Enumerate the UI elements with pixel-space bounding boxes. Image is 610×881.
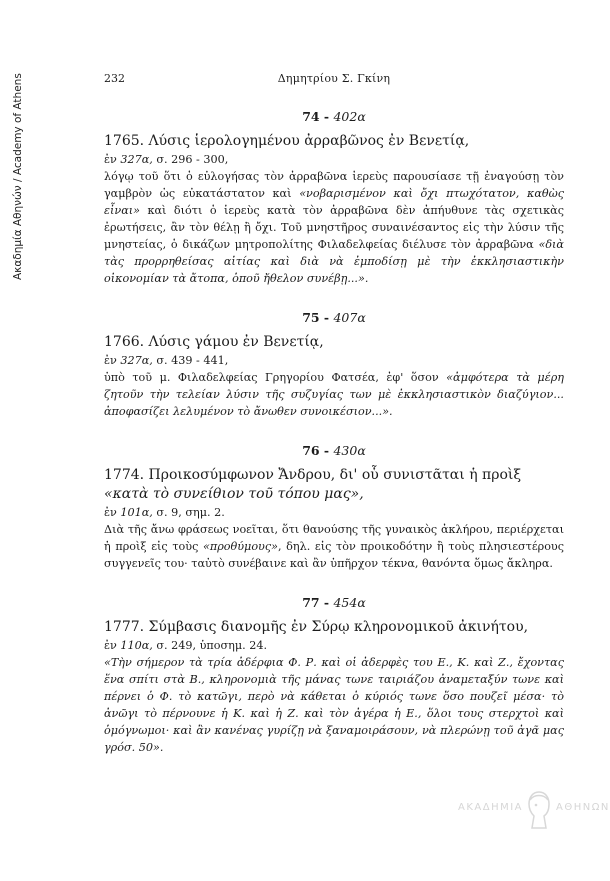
- entry-title: 1777. Σύμβασις διανομῆς ἐν Σύρῳ κληρονομικοῦ ἀκινήτου,: [104, 619, 529, 635]
- entry-1766: [104, 309, 564, 420]
- entry-1765: [104, 108, 564, 287]
- running-title: Δημητρίου Σ. Γκίνη: [277, 72, 391, 85]
- watermark-text-left: ΑΚΑΔΗΜΙΑ: [458, 802, 524, 813]
- entry-title: 1765. Λύσις ἱερολογημένου ἀρραβῶνος ἐν Βενετίᾳ,: [104, 133, 470, 149]
- athena-head-icon: [524, 788, 554, 832]
- section-heading: 77 - 454α: [302, 595, 366, 610]
- entry-reference: ἐν 327α, σ. 439 - 441,: [104, 354, 229, 367]
- entry-title: 1774. Προικοσύμφωνον Ἄνδρου, δι' οὗ συνιστᾶται ἡ προὶξ «κατὰ τὸ συνείθιον τοῦ τόπου μας»,: [104, 467, 522, 502]
- section-heading: 74 - 402α: [302, 109, 366, 124]
- academy-watermark: [458, 788, 610, 838]
- section-heading: 75 - 407α: [302, 310, 366, 325]
- entry-reference: ἐν 110α, σ. 249, ὑποσημ. 24.: [104, 639, 268, 652]
- entry-reference: ἐν 327α, σ. 296 - 300,: [104, 153, 229, 166]
- watermark-text-right: ΑΘΗΝΩΝ: [556, 802, 610, 813]
- entry-body: ὑπὸ τοῦ μ. Φιλαδελφείας Γρηγορίου Φατσέα, ἐφ' ὅσον «ἀμφότερα τὰ μέρη ζητοῦν τὴν τελείαν λύσιν τῆς συζυγίας των μὲ ἐκκλησιαστικὸν διαζύγιον... ἀποφασίζει λελυμένον τὸ ἄνωθεν συνοικέσιον...».: [104, 371, 564, 418]
- section-heading: 76 - 430α: [302, 443, 366, 458]
- document-page: [104, 70, 564, 778]
- entry-body: Διὰ τῆς ἄνω φράσεως νοεῖται, ὅτι θανούσης τῆς γυναικὸς ἀκλήρου, περιέρχεται ἡ προὶξ εἰς τοὺς «προθύμους», δηλ. εἰς τὸν προικοδότην ἢ τοὺς πλησιεστέρους συγγενεῖς του· ταὐτὸ συνέβαινε καὶ ἂν ὑπῆρχον τέκνα, θανόντα ὅμως ἄκληρα.: [104, 523, 564, 570]
- entry-body: «Τὴν σήμερον τὰ τρία ἀδέρφια Φ. Ρ. καὶ οἱ ἀδερφὲς του Ε., Κ. καὶ Ζ., ἔχοντας ἕνα σπίτι στὰ Β., κληρονομιὰ τῆς μάνας τωνε ταιριάζου ἀναμεταξύν τωνε καὶ πέρνει ὁ Φ. τὸ κατῶγι, περὸ νὰ κάθεται ὁ κύριός τωνε ὅσο πουζεῖ μέσα· τὸ ἀνῶγι τὸ πέρνουνε ἡ Κ. καὶ ἡ Ζ. καὶ τὸν ἀγέρα ἡ Ε., ὅλοι τους στερχτοὶ καὶ ὁμόγνωμοι· καὶ ἂν κανένας γυρίζῃ νὰ ξαναμοιράσουν, νὰ πλερώνῃ τοῦ ἀγᾶ μας γρόσ. 50».: [104, 656, 564, 754]
- entry-body: λόγῳ τοῦ ὅτι ὁ εὐλογήσας τὸν ἀρραβῶνα ἱερεὺς παρουσίασε τῇ ἐναγούσῃ τὸν γαμβρὸν ὡς εὐκατάστατον καὶ «νοβαρισμένον καὶ ὄχι πτωχότατον, καθὼς εἶναι» καὶ διότι ὁ ἱερεὺς κατὰ τὸν ἀρραβῶνα δὲν ἀπήυθυνε τὰς σχετικὰς ἐρωτήσεις, ἂν τὸν θέλῃ ἢ ὄχι. Τοῦ μνηστῆρος συναινέσαντος εἰς τὴν λύσιν τῆς μνηστείας, ὁ δικάζων μητροπολίτης Φιλαδελφείας διέλυσε τὸν ἀρραβῶνα «διὰ τὰς προρρηθείσας αἰτίας καὶ διὰ νὰ ἐμποδίσῃ μὲ τὴν ἐκκλησιαστικὴν οἰκονομίαν τὰ ἄτοπα, ὁποῦ ἤθελον συνέβῃ...».: [104, 170, 564, 285]
- entry-title: 1766. Λύσις γάμου ἐν Βενετίᾳ,: [104, 334, 324, 350]
- running-header: [104, 70, 564, 90]
- page-number: 232: [104, 72, 125, 85]
- entry-reference: ἐν 101α, σ. 9, σημ. 2.: [104, 506, 225, 519]
- archive-side-label: Ακαδημία Αθηνών / Academy of Athens: [12, 73, 24, 280]
- entry-1777: [104, 594, 564, 756]
- entry-1774: [104, 442, 564, 572]
